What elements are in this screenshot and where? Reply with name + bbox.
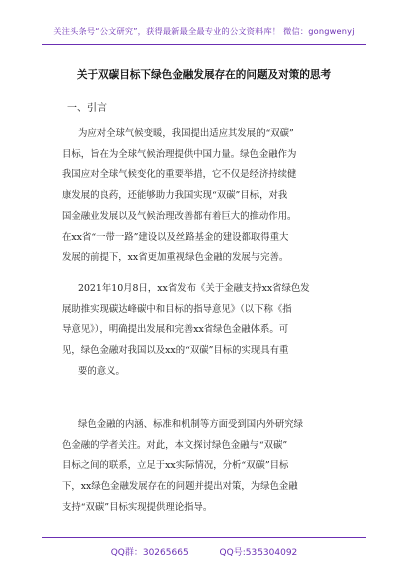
paragraph-line: 为应对全球气候变暖，我国提出适应其发展的“双碳” bbox=[78, 128, 294, 139]
paragraph-3 bbox=[62, 415, 358, 519]
paragraph-line: 要的意义。 bbox=[78, 365, 125, 377]
footer bbox=[0, 545, 408, 558]
paragraph-2 bbox=[62, 279, 358, 383]
paragraph-line: 我国应对全球气候变化的重要举措，它不仅是经济持续健 bbox=[62, 169, 297, 181]
paragraph-line: 展助推实现碳达峰碳中和目标的指导意见》（以下称《指 bbox=[62, 303, 292, 315]
paragraph-line: 见，绿色金融对我国以及xx的“双碳”目标的实现具有重 bbox=[62, 345, 289, 357]
paragraph-line: 导意见》），明确提出发展和完善xx省绿色金融体系。可 bbox=[62, 324, 289, 336]
paragraph-line: 发展的前提下，xx省更加重视绿色金融的发展与完善。 bbox=[62, 252, 289, 264]
header-banner: 关注头条号“公文研究”，获得最新最全最专业的公文资料库！ 微信：gongwenyj bbox=[53, 26, 355, 36]
paragraph-line: 目标之间的联系，立足于xx实际情况，分析“双碳”目标 bbox=[62, 460, 289, 472]
paragraph-line: 国金融业发展以及气候治理改善都有着巨大的推动作用。 bbox=[62, 210, 297, 222]
document-title: 关于双碳目标下绿色金融发展存在的问题及对策的思考 bbox=[76, 69, 332, 81]
paragraph-line: 在xx省“一带一路”建设以及丝路基金的建设都取得重大 bbox=[62, 231, 289, 243]
header-divider bbox=[42, 44, 366, 45]
paragraph-line: 2021年10月8日，xx省发布《关于金融支持xx省绿色发 bbox=[78, 283, 310, 294]
footer-qq-group: QQ群：30265665 bbox=[110, 548, 189, 558]
paragraph-line: 色金融的学者关注。对此，本文探讨绿色金融与“双碳” bbox=[62, 439, 288, 451]
footer-qq-number: QQ号:535304092 bbox=[219, 548, 298, 558]
section-heading: 一、引言 bbox=[67, 103, 107, 114]
paragraph-line: 康发展的良药，还能够助力我国实现“双碳”目标，对我 bbox=[62, 190, 288, 202]
paragraph-line: 下，xx绿色金融发展存在的问题并提出对策，为绿色金融 bbox=[62, 481, 298, 493]
footer-divider bbox=[42, 537, 366, 538]
paragraph-1 bbox=[62, 124, 358, 269]
paragraph-line: 支持“双碳”目标实现提供理论指导。 bbox=[62, 501, 213, 513]
paragraph-line: 目标，旨在为全球气候治理提供中国力量。绿色金融作为 bbox=[62, 148, 297, 160]
paragraph-line: 绿色金融的内涵、标准和机制等方面受到国内外研究绿 bbox=[78, 419, 304, 430]
